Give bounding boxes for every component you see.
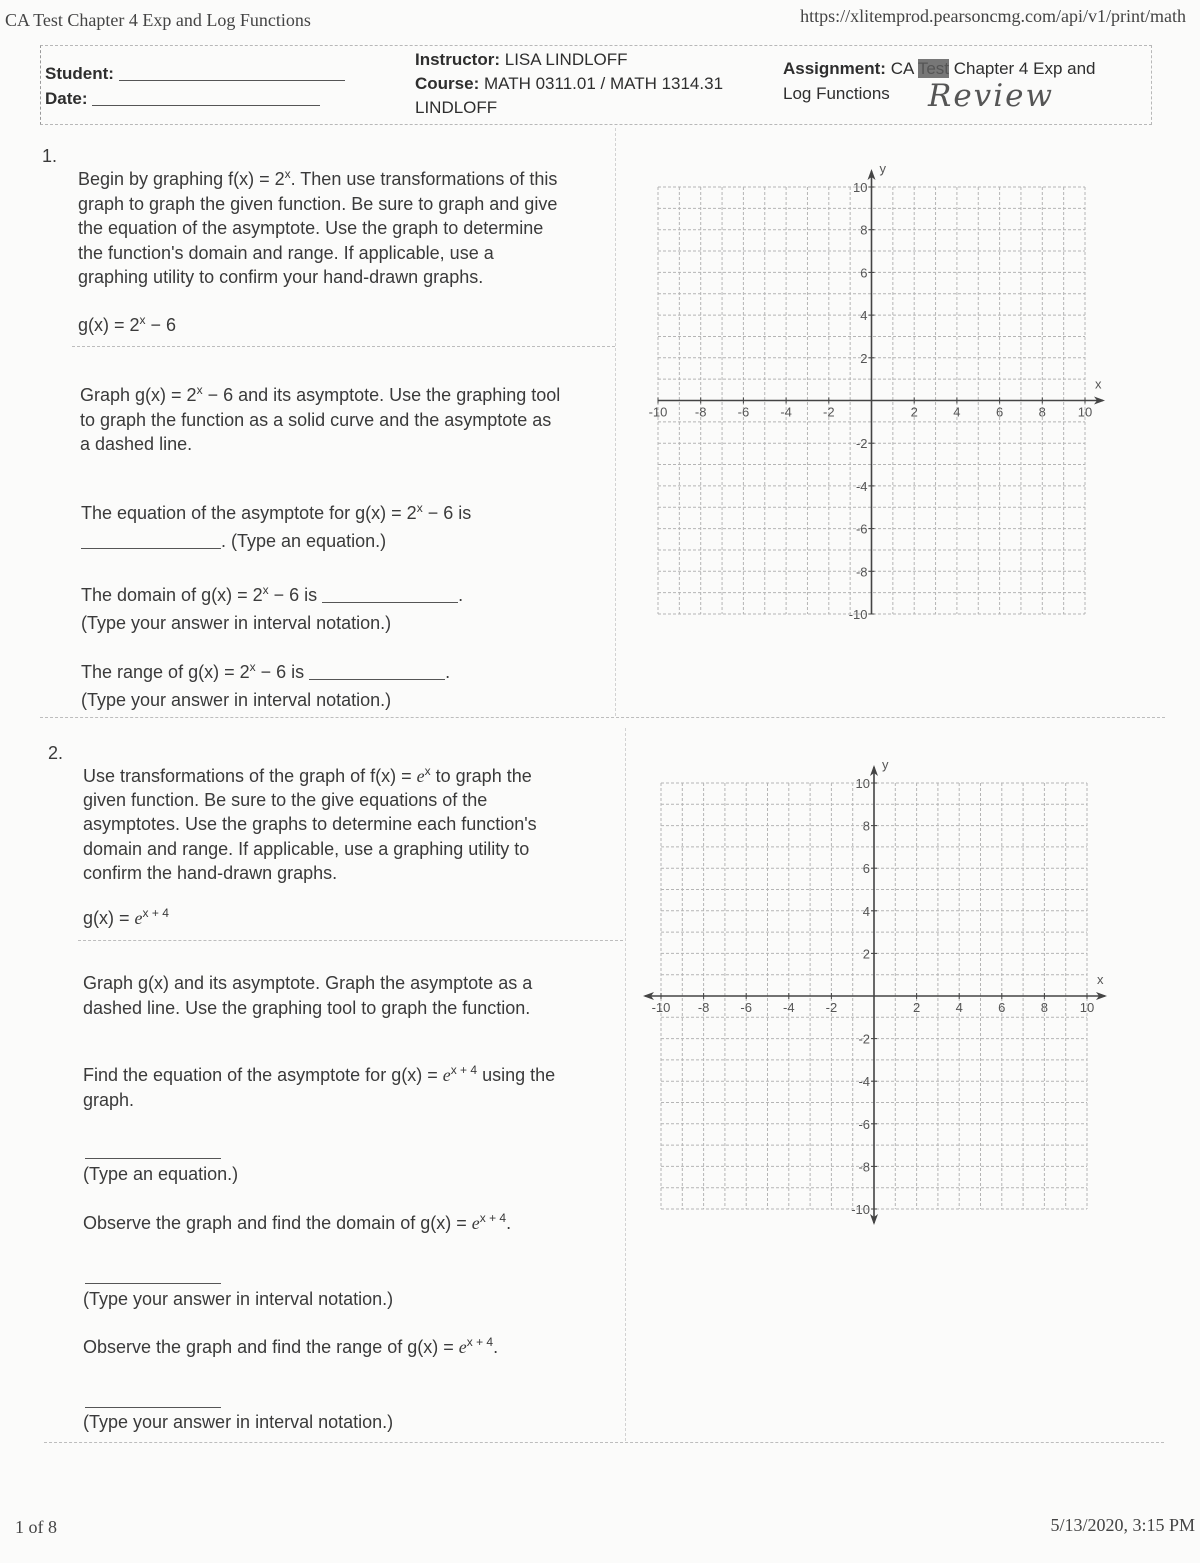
line-text: to graph the xyxy=(430,766,532,786)
q1-asymptote-text: The equation of the asymptote for g(x) = 2 xyxy=(81,503,417,523)
y-tick-label: -2 xyxy=(858,1031,870,1047)
y-tick-label: -4 xyxy=(858,1074,870,1090)
q2-asymptote-text2: using the xyxy=(477,1065,556,1085)
instructor-value: LISA LINDLOFF xyxy=(504,50,628,69)
instruction-line xyxy=(78,216,557,241)
instruction-line xyxy=(83,837,537,861)
q1-range-input[interactable] xyxy=(309,663,445,680)
q2-function-base: g(x) = xyxy=(83,908,135,928)
x-tick-label: 6 xyxy=(998,1000,1006,1015)
y-tick-label: 6 xyxy=(862,861,870,877)
instruction-line xyxy=(80,383,560,408)
assignment-struck-word: Test xyxy=(917,59,949,78)
q2-asymptote-e: e xyxy=(442,1065,451,1085)
q2-domain-text: Observe the graph and find the domain of g(x) = xyxy=(83,1213,472,1233)
instruction-line xyxy=(83,971,532,996)
instruction-line xyxy=(83,861,537,885)
q2-domain-input[interactable] xyxy=(85,1267,221,1284)
q2-range-exp: x + 4 xyxy=(466,1335,494,1349)
y-tick-label: -10 xyxy=(851,1202,870,1217)
q2-range-period: . xyxy=(493,1337,499,1357)
y-tick-label: 2 xyxy=(860,350,868,366)
q1-graphing-tool[interactable] xyxy=(638,160,1128,630)
exponent: x xyxy=(196,383,203,397)
q2-function-e: e xyxy=(134,908,143,928)
line-text: confirm the hand-drawn graphs. xyxy=(83,862,338,883)
q1-function-shift: − 6 xyxy=(145,315,177,335)
date-label: Date: xyxy=(45,89,88,108)
x-tick-label: -2 xyxy=(825,1000,838,1015)
date-field[interactable] xyxy=(45,88,320,110)
line-text: Use transformations of the graph of f(x) = xyxy=(83,766,417,786)
date-blank[interactable] xyxy=(92,89,320,106)
question-separator xyxy=(40,717,1165,718)
assignment-label: Assignment: xyxy=(783,59,886,78)
line-text: Graph g(x) and its asymptote. Graph the asymptote as a xyxy=(83,973,533,993)
q1-asymptote-input[interactable] xyxy=(81,532,221,549)
q2-range-e: e xyxy=(458,1337,467,1357)
y-tick-label: 8 xyxy=(862,818,870,834)
q1-domain-question xyxy=(81,584,463,606)
line-text: . Then use transformations of this xyxy=(290,169,558,189)
y-tick-label: -2 xyxy=(855,436,868,452)
line-text: the function's domain and range. If applicable, use a xyxy=(78,242,494,263)
course-line2: LINDLOFF xyxy=(415,98,498,117)
q1-domain-text2: − 6 is xyxy=(268,585,318,605)
y-tick-label: 4 xyxy=(860,308,868,324)
assignment-line2: Log Functions xyxy=(783,84,890,103)
page-number: 1 of 8 xyxy=(15,1517,57,1537)
line-text: given function. Be sure to the give equations of the xyxy=(83,790,488,811)
q2-number: 2. xyxy=(48,743,64,763)
q1-column-divider xyxy=(615,128,616,716)
y-tick-label: -6 xyxy=(858,1116,870,1132)
q1-range-hint: (Type your answer in interval notation.) xyxy=(81,690,392,710)
line-text: to graph the function as a solid curve and the asymptote as xyxy=(80,409,552,430)
instructor xyxy=(415,49,628,71)
q2-column-divider xyxy=(625,728,626,1441)
q2-instructions xyxy=(83,764,537,885)
line-text: domain and range. If applicable, use a graphing utility to xyxy=(83,838,530,859)
instruction-line xyxy=(83,812,537,836)
x-tick-label: -6 xyxy=(737,404,750,420)
instruction-line xyxy=(78,192,557,217)
y-tick-label: -6 xyxy=(855,521,868,537)
y-axis-label: y xyxy=(879,161,886,176)
handwritten-review-note: Review xyxy=(928,78,1054,114)
q2-domain-period: . xyxy=(506,1213,512,1233)
x-tick-label: 10 xyxy=(1079,1000,1095,1015)
line-text: − 6 and its asymptote. Use the graphing tool xyxy=(202,385,561,405)
q2-range-hint: (Type your answer in interval notation.) xyxy=(83,1412,394,1432)
q1-number: 1. xyxy=(42,146,58,166)
y-tick-label: -8 xyxy=(858,1159,870,1175)
q2-asymptote-question xyxy=(83,1064,555,1086)
x-tick-label: 2 xyxy=(912,1000,921,1015)
course-value: MATH 0311.01 / MATH 1314.31 xyxy=(483,74,724,93)
line-text: Graph g(x) = 2 xyxy=(80,385,197,405)
euler-e: e xyxy=(416,766,425,786)
x-tick-label: 4 xyxy=(953,404,961,420)
x-tick-label: 8 xyxy=(1038,404,1046,420)
x-tick-label: -4 xyxy=(783,1000,795,1015)
x-tick-label: -2 xyxy=(823,404,835,420)
q2-range-question xyxy=(83,1336,498,1358)
q1-domain-period: . xyxy=(458,585,464,605)
instruction-line xyxy=(78,241,557,266)
q1-domain-exp: x xyxy=(262,583,269,597)
x-axis-label: x xyxy=(1097,972,1104,987)
course-label: Course: xyxy=(415,74,480,93)
y-axis-label: y xyxy=(882,757,889,772)
q1-instructions xyxy=(78,167,557,290)
y-tick-label: 4 xyxy=(862,903,870,919)
q1-range-exp: x xyxy=(249,660,256,674)
x-tick-label: 2 xyxy=(910,404,918,420)
q2-asymptote-input[interactable] xyxy=(85,1142,221,1159)
q2-range-text: Observe the graph and find the range of g(x) = xyxy=(83,1337,459,1357)
q2-domain-hint: (Type your answer in interval notation.) xyxy=(83,1289,394,1309)
q1-function-base: g(x) = 2 xyxy=(78,315,140,335)
q1-asymptote-question xyxy=(81,502,471,524)
question-separator xyxy=(44,1442,1164,1443)
y-tick-label: -8 xyxy=(855,564,868,580)
q1-range-text: The range of g(x) = 2 xyxy=(81,662,250,682)
q2-asymptote-line2: graph. xyxy=(83,1090,135,1110)
exponent: x xyxy=(424,764,431,778)
x-tick-label: -10 xyxy=(651,1000,671,1015)
q2-graph-instructions xyxy=(83,971,532,1020)
q2-graphing-tool[interactable] xyxy=(636,756,1126,1231)
x-tick-label: -8 xyxy=(694,404,707,420)
assignment-prefix: CA xyxy=(890,59,914,78)
q2-asymptote-exp: x + 4 xyxy=(450,1063,478,1077)
y-tick-label: 10 xyxy=(855,776,870,791)
q2-asymptote-hint: (Type an equation.) xyxy=(83,1164,239,1184)
student-field[interactable] xyxy=(45,63,345,85)
q1-domain-input[interactable] xyxy=(322,586,458,603)
q1-range-question xyxy=(81,661,450,683)
course xyxy=(415,73,723,95)
x-tick-label: -10 xyxy=(648,404,668,420)
print-datetime: 5/13/2020, 3:15 PM xyxy=(1050,1515,1195,1535)
coordinate-grid[interactable] xyxy=(636,756,1126,1231)
student-blank[interactable] xyxy=(119,64,345,81)
x-tick-label: 4 xyxy=(955,1000,963,1015)
line-text: asymptotes. Use the graphs to determine each function's xyxy=(83,814,537,835)
instruction-line xyxy=(83,764,537,788)
q1-range-period: . xyxy=(445,662,451,682)
q1-graph-instructions xyxy=(80,383,560,457)
q1-function-exponent: x xyxy=(139,313,146,327)
q2-domain-question xyxy=(83,1212,511,1234)
line-text: a dashed line. xyxy=(80,434,193,454)
q1-asymptote-hint: . (Type an equation.) xyxy=(221,531,387,551)
q1-asymptote-exp: x xyxy=(416,501,423,515)
q1-section-divider xyxy=(72,346,615,347)
q1-asymptote-answer-row xyxy=(81,530,386,552)
instruction-line xyxy=(83,788,537,812)
exponent: x xyxy=(284,167,291,181)
x-tick-label: 8 xyxy=(1040,1000,1049,1015)
x-tick-label: -8 xyxy=(697,1000,710,1015)
instruction-line xyxy=(78,265,557,290)
instructor-label: Instructor: xyxy=(415,50,500,69)
q1-domain-hint: (Type your answer in interval notation.) xyxy=(81,613,392,633)
instruction-line xyxy=(83,996,532,1021)
coordinate-grid[interactable] xyxy=(638,160,1128,630)
assignment-title: Chapter 4 Exp and xyxy=(953,59,1096,78)
q2-domain-exp: x + 4 xyxy=(479,1211,507,1225)
q1-function xyxy=(78,314,176,336)
x-axis-label: x xyxy=(1095,376,1102,392)
y-tick-label: 10 xyxy=(853,180,868,195)
q2-function xyxy=(83,907,169,929)
q2-domain-e: e xyxy=(471,1213,480,1233)
q1-domain-text: The domain of g(x) = 2 xyxy=(81,585,263,605)
document-title: CA Test Chapter 4 Exp and Log Functions xyxy=(5,10,311,30)
y-tick-label: 2 xyxy=(862,946,870,962)
line-text: graph to graph the given function. Be sure to graph and give xyxy=(78,193,558,214)
line-text: graphing utility to confirm your hand-drawn graphs. xyxy=(78,267,484,287)
instruction-line xyxy=(80,432,560,457)
instruction-line xyxy=(78,167,557,192)
y-tick-label: 8 xyxy=(860,222,868,238)
line-text: the equation of the asymptote. Use the graph to determine xyxy=(78,218,544,238)
y-tick-label: -4 xyxy=(855,478,868,494)
y-tick-label: 6 xyxy=(860,265,868,281)
q1-asymptote-text2: − 6 is xyxy=(422,503,472,523)
x-tick-label: -4 xyxy=(780,404,792,420)
q2-section-divider xyxy=(78,940,623,941)
y-tick-label: -10 xyxy=(848,607,868,622)
document-url: https://xlitemprod.pearsoncmg.com/api/v1/print/math xyxy=(800,6,1186,26)
x-tick-label: 10 xyxy=(1077,404,1093,420)
q2-asymptote-text: Find the equation of the asymptote for g(x) = xyxy=(83,1065,443,1085)
q2-function-exponent: x + 4 xyxy=(142,906,169,920)
q2-range-input[interactable] xyxy=(85,1391,221,1408)
x-tick-label: -6 xyxy=(740,1000,752,1015)
student-label: Student: xyxy=(45,64,114,83)
q1-range-text2: − 6 is xyxy=(255,662,305,682)
assignment xyxy=(783,58,1096,80)
instruction-line xyxy=(80,408,560,433)
line-text: Begin by graphing f(x) = 2 xyxy=(78,169,285,189)
x-tick-label: 6 xyxy=(995,404,1004,420)
line-text: dashed line. Use the graphing tool to graph the function. xyxy=(83,997,531,1018)
